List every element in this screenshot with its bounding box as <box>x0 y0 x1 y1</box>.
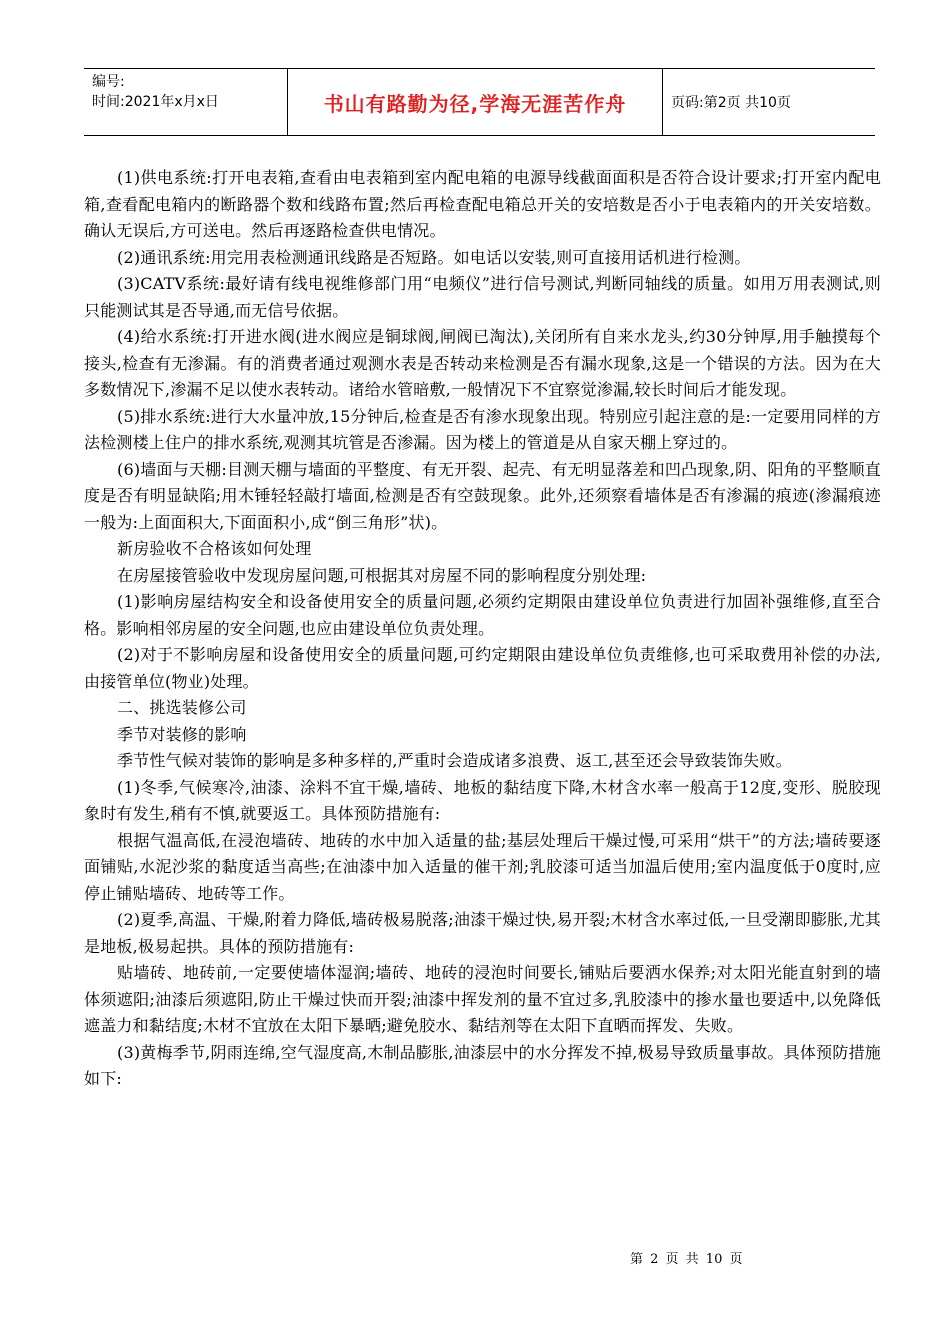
paragraph: (6)墙面与天棚:目测天棚与墙面的平整度、有无开裂、起壳、有无明显落差和凹凸现象,阴、阳角的平整顺直度是否有明显缺陷;用木锤轻轻敲打墙面,检测是否有空鼓现象。此外,还须察看墙体是否有渗漏的痕迹(渗漏痕迹一般为:上面面积大,下面面积小,成“倒三角形”状)。 <box>84 459 881 532</box>
paragraph: 贴墙砖、地砖前,一定要使墙体湿润;墙砖、地砖的浸泡时间要长,铺贴后要洒水保养;对太阳光能直射到的墙体须遮阳;油漆后须遮阳,防止干燥过快而开裂;油漆中挥发剂的量不宜过多,乳胶漆中的掺水量也要适中,以免降低遮盖力和黏结度;木材不宜放在太阳下暴晒;避免胶水、黏结剂等在太阳下直晒而挥发、失败。 <box>84 963 881 1035</box>
paragraph: (3)黄梅季节,阴雨连绵,空气湿度高,木制品膨胀,油漆层中的水分挥发不掉,极易导致质量事故。具体预防措施如下: <box>84 1042 881 1088</box>
section-heading: 季节对装修的影响 <box>117 724 247 744</box>
paragraph: (1)影响房屋结构安全和设备使用安全的质量问题,必须约定期限由建设单位负责进行加固补强维修,直至合格。影响相邻房屋的安全问题,也应由建设单位负责处理。 <box>84 592 881 638</box>
paragraph: (5)排水系统:进行大水量冲放,15分钟后,检查是否有渗水现象出现。特别应引起注意的是:一定要用同样的方法检测楼上住户的排水系统,观测其坑管是否渗漏。因为楼上的管道是从自家天棚上穿过的。 <box>84 406 881 452</box>
paragraph: (2)对于不影响房屋和设备使用安全的质量问题,可约定期限由建设单位负责维修,也可采取费用补偿的办法,由接管单位(物业)处理。 <box>84 645 881 691</box>
paragraph: (2)通讯系统:用完用表检测通讯线路是否短路。如电话以安装,则可直接用话机进行检测。 <box>117 247 751 267</box>
document-body <box>84 165 881 1093</box>
header-meta <box>84 69 288 135</box>
paragraph: 根据气温高低,在浸泡墙砖、地砖的水中加入适量的盐;基层处理后干燥过慢,可采用“烘干”的方法;墙砖要逐面铺贴,水泥沙浆的黏度适当高些;在油漆中加入适量的催干剂;乳胶漆可适当加温后使用;室内温度低于0度时,应停止铺贴墙砖、地砖等工作。 <box>84 830 881 903</box>
paragraph: (2)夏季,高温、干燥,附着力降低,墙砖极易脱落;油漆干燥过快,易开裂;木材含水率过低,一旦受潮即膨胀,尤其是地板,极易起拱。具体的预防措施有: <box>84 910 881 956</box>
paragraph: (4)给水系统:打开进水阀(进水阀应是铜球阀,闸阀已淘汰),关闭所有自来水龙头,约30分钟厚,用手触摸每个接头,检查有无渗漏。有的消费者通过观测水表是否转动来检测是否有漏水现象,这是一个错误的方法。因为在大多数情况下,渗漏不足以使水表转动。诸给水管暗敷,一般情况下不宜察觉渗漏,较长时间后才能发现。 <box>84 327 881 399</box>
document-time: 时间:2021年x月x日 <box>92 94 219 110</box>
section-heading: 新房验收不合格该如何处理 <box>117 539 312 558</box>
paragraph: (3)CATV系统:最好请有线电视维修部门用“电频仪”进行信号测试,判断同轴线的质量。如用万用表测试,则只能测试其是否导通,而无信号依据。 <box>84 274 881 320</box>
paragraph: 季节性气候对装饰的影响是多种多样的,严重时会造成诸多浪费、返工,甚至还会导致装饰失败。 <box>117 751 792 770</box>
paragraph: (1)供电系统:打开电表箱,查看由电表箱到室内配电箱的电源导线截面面积是否符合设计要求;打开室内配电箱,查看配电箱内的断路器个数和线路布置;然后再检查配电箱总开关的安培数是否小于电表箱内的开关安培数。确认无误后,方可送电。然后再逐路检查供电情况。 <box>84 168 881 240</box>
paragraph: (1)冬季,气候寒冷,油漆、涂料不宜干燥,墙砖、地板的黏结度下降,木材含水率一般高于12度,变形、脱胶现象时有发生,稍有不慎,就要返工。具体预防措施有: <box>84 777 881 823</box>
header-motto: 书山有路勤为径,学海无涯苦作舟 <box>288 69 663 135</box>
header-page-number: 页码:第2页 共10页 <box>671 95 791 111</box>
page-header <box>84 68 875 136</box>
section-heading: 二、挑选装修公司 <box>117 698 247 717</box>
page-footer: 第 2 页 共 10 页 <box>630 1252 743 1267</box>
document-number: 编号: <box>92 74 125 90</box>
paragraph: 在房屋接管验收中发现房屋问题,可根据其对房屋不同的影响程度分别处理: <box>117 565 647 585</box>
